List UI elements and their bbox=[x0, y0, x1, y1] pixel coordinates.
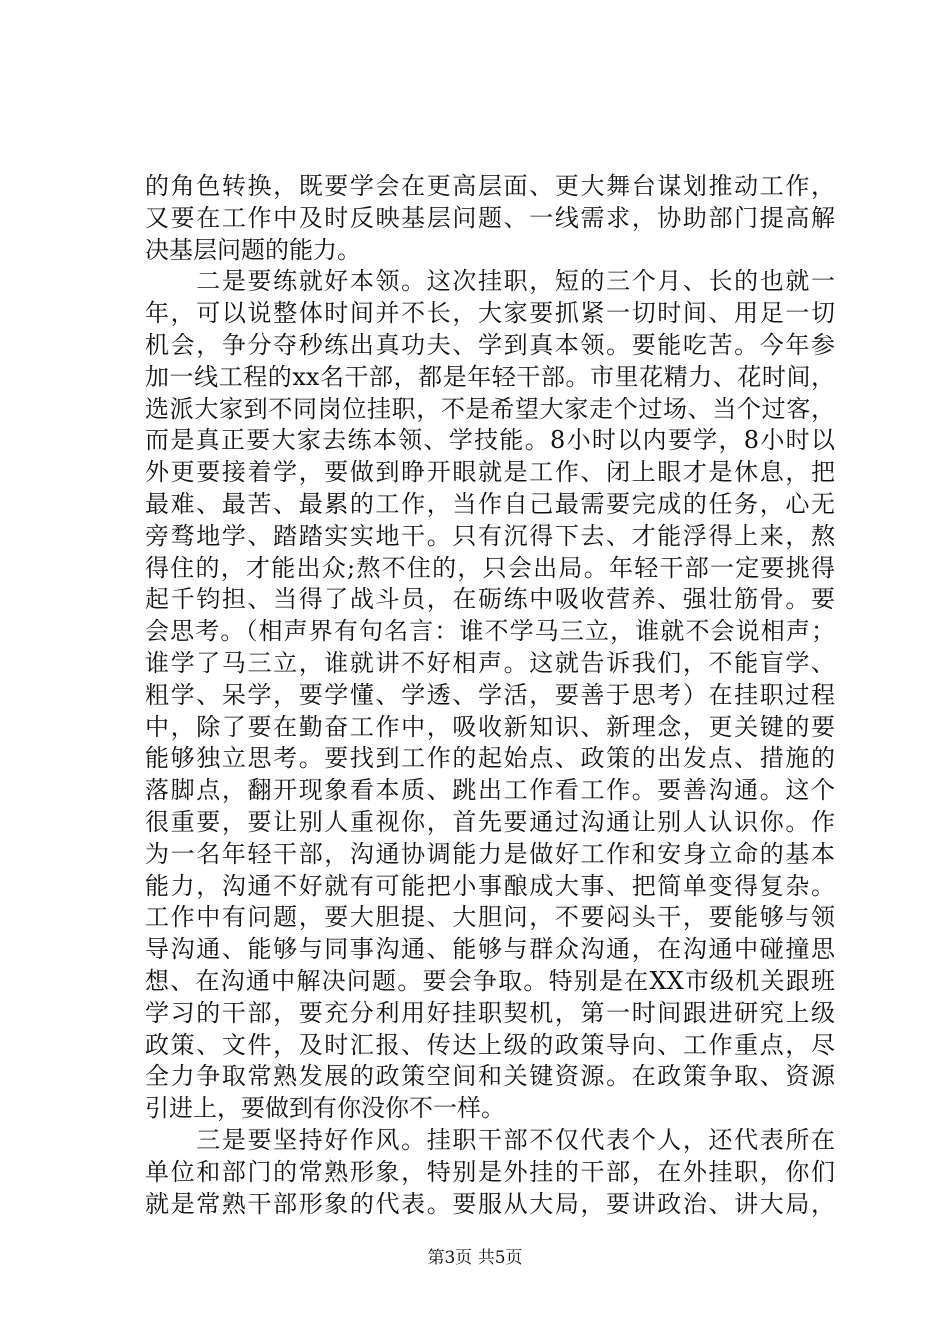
text-line: 而是真正要大家去练本领、学技能。8小时以内要学，8小时以 bbox=[145, 426, 835, 455]
text-line: 政策、文件，及时汇报、传达上级的政策导向、工作重点，尽 bbox=[145, 1030, 835, 1059]
text-line: 又要在工作中及时反映基层问题、一线需求，协助部门提高解 bbox=[145, 203, 835, 232]
text-line: 工作中有问题，要大胆提、大胆问，不要闷头干，要能够与领 bbox=[145, 903, 835, 932]
text-line: 二是要练就好本领。这次挂职，短的三个月、长的也就一 bbox=[145, 267, 835, 296]
text-line: 能够独立思考。要找到工作的起始点、政策的出发点、措施的 bbox=[145, 744, 835, 773]
text-line: 就是常熟干部形象的代表。要服从大局，要讲政治、讲大局， bbox=[145, 1189, 835, 1218]
text-line: 加一线工程的xx名干部，都是年轻干部。市里花精力、花时间， bbox=[145, 362, 835, 391]
text-line: 三是要坚持好作风。挂职干部不仅代表个人，还代表所在 bbox=[145, 1125, 835, 1154]
text-line: 最难、最苦、最累的工作，当作自己最需要完成的任务，心无 bbox=[145, 489, 835, 518]
text-line: 全力争取常熟发展的政策空间和关键资源。在政策争取、资源 bbox=[145, 1062, 835, 1091]
text-line: 年，可以说整体时间并不长，大家要抓紧一切时间、用足一切 bbox=[145, 299, 835, 328]
text-line: 起千钧担、当得了战斗员，在砺练中吸收营养、强壮筋骨。要 bbox=[145, 585, 835, 614]
text-line: 为一名年轻干部，沟通协调能力是做好工作和安身立命的基本 bbox=[145, 839, 835, 868]
body-text bbox=[145, 171, 835, 1220]
text-line: 决基层问题的能力。 bbox=[145, 235, 361, 264]
text-line: 旁骛地学、踏踏实实地干。只有沉得下去、才能浮得上来，熬 bbox=[145, 521, 835, 550]
text-line: 得住的，才能出众;熬不住的，只会出局。年轻干部一定要挑得 bbox=[145, 553, 835, 582]
text-line: 单位和部门的常熟形象，特别是外挂的干部，在外挂职，你们 bbox=[145, 1157, 835, 1186]
text-line: 引进上，要做到有你没你不一样。 bbox=[145, 1094, 505, 1123]
text-line: 机会，争分夺秒练出真功夫、学到真本领。要能吃苦。今年参 bbox=[145, 330, 835, 359]
text-line: 想、在沟通中解决问题。要会争取。特别是在XX市级机关跟班 bbox=[145, 966, 835, 995]
text-line: 落脚点，翻开现象看本质、跳出工作看工作。要善沟通。这个 bbox=[145, 776, 835, 805]
text-line: 学习的干部，要充分利用好挂职契机，第一时间跟进研究上级 bbox=[145, 998, 835, 1027]
text-line: 会思考。（相声界有句名言：谁不学马三立，谁就不会说相声； bbox=[145, 617, 835, 646]
text-line: 导沟通、能够与同事沟通、能够与群众沟通，在沟通中碰撞思 bbox=[145, 935, 835, 964]
text-line: 中，除了要在勤奋工作中，吸收新知识、新理念，更关键的要 bbox=[145, 712, 835, 741]
text-line: 能力，沟通不好就有可能把小事酿成大事、把简单变得复杂。 bbox=[145, 871, 835, 900]
text-line: 粗学、呆学，要学懂、学透、学活，要善于思考）在挂职过程 bbox=[145, 680, 835, 709]
page-number: 第3页 共5页 bbox=[427, 1248, 523, 1268]
text-line: 很重要，要让别人重视你，首先要通过沟通让别人认识你。作 bbox=[145, 807, 835, 836]
text-line: 选派大家到不同岗位挂职，不是希望大家走个过场、当个过客， bbox=[145, 394, 835, 423]
text-line: 的角色转换，既要学会在更高层面、更大舞台谋划推动工作， bbox=[145, 172, 835, 200]
text-line: 外更要接着学，要做到睁开眼就是工作、闭上眼才是休息，把 bbox=[145, 458, 835, 487]
text-line: 谁学了马三立，谁就讲不好相声。这就告诉我们，不能盲学、 bbox=[145, 648, 835, 677]
